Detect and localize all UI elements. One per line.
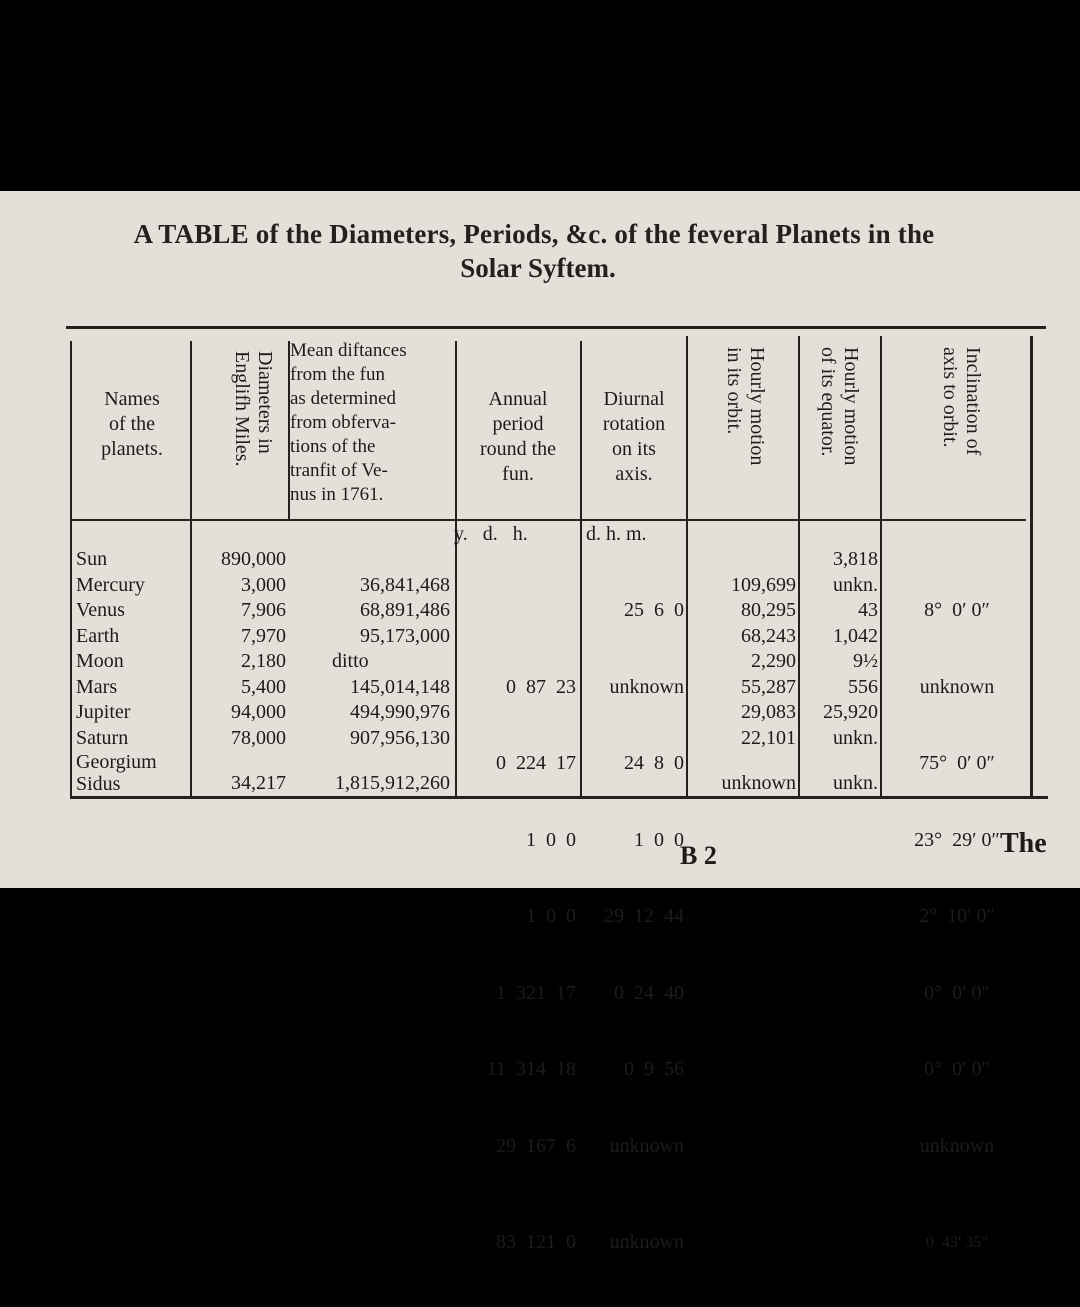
- annual-period-column: 0 87 23 0 224 17 1 0 0 1 0 0 1 321 17 11 314 18 29 167 6 83 121 0: [486, 675, 576, 1253]
- header-hourly-equator: Hourly motion of its equator.: [817, 347, 862, 466]
- distances-column: 36,841,468 68,891,486 95,173,000 ditto 145,014,148 494,990,976 907,956,130 1,815,912,260: [332, 573, 450, 794]
- hourly-equator-column: 3,818 unkn. 43 1,042 9½ 556 25,920 unkn. unkn.: [823, 548, 878, 794]
- diurnal-rotation-column: 25 6 0 unknown 24 8 0 1 0 0 29 12 44 0 24 40 0 9 56 unknown unknown: [604, 599, 684, 1253]
- planet-name: Mercury: [76, 573, 145, 596]
- col-divider-7: [880, 336, 882, 796]
- header-hourly-orbit: Hourly motion in its orbit.: [723, 347, 768, 466]
- book-page: [0, 191, 1080, 1253]
- planet-name: Sun: [76, 548, 108, 570]
- top-rule: [66, 326, 1046, 329]
- planet-name: Earth: [76, 624, 120, 647]
- planet-name: Moon: [76, 650, 124, 672]
- planet-names-column: [76, 547, 186, 795]
- annual-units: y. d. h.: [454, 523, 528, 545]
- header-names: Names of the planets.: [101, 388, 163, 460]
- table-title: A TABLE of the Diameters, Periods, &c. of the feveral Planets in the: [133, 219, 935, 249]
- left-border: [70, 341, 72, 797]
- diurnal-units: d. h. m.: [586, 523, 647, 545]
- col-divider-5: [686, 336, 688, 796]
- table-subtitle: Solar Syftem.: [460, 253, 616, 283]
- planet-name: Venus: [76, 599, 125, 621]
- planet-name: Jupiter: [76, 701, 131, 723]
- planet-name: Georgium Sidus: [76, 751, 157, 795]
- catchword: The: [1000, 828, 1047, 859]
- diameters-column: 890,000 3,000 7,906 7,970 2,180 5,400 94,000 78,000 34,217: [221, 548, 286, 794]
- header-mean-distances: Mean diftances from the fun as determined from obferva- tions of the tranfit of Ve- nus in 1761.: [290, 340, 407, 505]
- hourly-orbit-column: 109,699 80,295 68,243 2,290 55,287 29,083 22,101 unknown: [721, 573, 796, 794]
- col-divider-3: [455, 341, 457, 796]
- col-divider-4: [580, 341, 582, 796]
- header-inclination: Inclination of axis to orbit.: [939, 347, 984, 456]
- planet-name: Saturn: [76, 726, 129, 749]
- right-border: [1030, 336, 1033, 796]
- planet-name: Mars: [76, 675, 118, 698]
- header-annual-period: Annual period round the fun.: [479, 388, 557, 485]
- header-bottom-rule: [72, 519, 1026, 521]
- col-divider-1: [190, 341, 192, 796]
- header-diameters: Diameters in Englifh Miles.: [231, 351, 276, 467]
- signature-mark: B 2: [680, 841, 717, 870]
- inclination-column: 8° 0′ 0″ unknown 75° 0′ 0″ 23° 29′ 0″ 2° 10′ 0″ 0° 0′ 0″ 0° 0′ 0″ unknown 0 43′ 35″: [914, 599, 1000, 1251]
- header-diurnal-rotation: Diurnal rotation on its axis.: [602, 388, 666, 485]
